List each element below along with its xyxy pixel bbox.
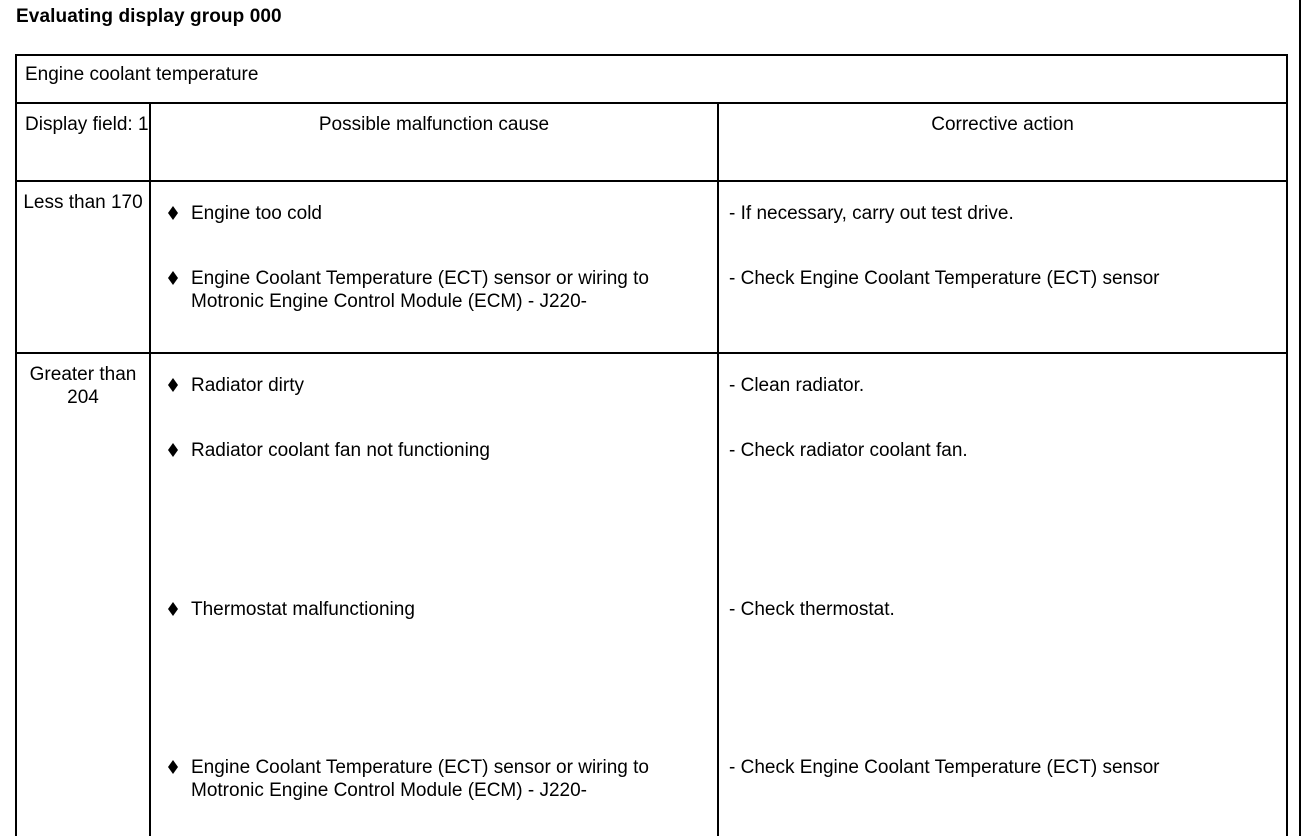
action-item: - If necessary, carry out test drive. [729, 203, 1014, 224]
action-item: - Check Engine Coolant Temperature (ECT) sensor [729, 757, 1160, 778]
page-heading: Evaluating display group 000 [16, 6, 282, 27]
page-edge-rule [1299, 0, 1301, 836]
cause-text: Engine too cold [191, 203, 322, 224]
cause-item [151, 267, 717, 313]
diamond-bullet-icon [168, 378, 178, 392]
table-header-row [16, 103, 1287, 181]
diamond-bullet-icon [168, 760, 178, 774]
action-item: - Check radiator coolant fan. [729, 440, 968, 461]
action-item: - Check thermostat. [729, 599, 895, 620]
diamond-bullet-icon [168, 602, 178, 616]
cause-item [151, 598, 717, 621]
table-row [16, 353, 1287, 836]
table-title: Engine coolant temperature [16, 55, 1287, 103]
diamond-bullet-icon [168, 443, 178, 457]
action-list [719, 202, 1286, 290]
cause-item [151, 374, 717, 397]
table-row [16, 181, 1287, 353]
display-value: Greater than 204 [16, 353, 150, 836]
diamond-bullet-icon [168, 271, 178, 285]
header-malfunction-cause: Possible malfunction cause [150, 103, 718, 181]
diamond-bullet-icon [168, 206, 178, 220]
table-title-row [16, 55, 1287, 103]
display-value: Less than 170 [16, 181, 150, 353]
diagnostic-table [15, 54, 1288, 836]
action-list [719, 374, 1286, 779]
cause-text: Radiator dirty [191, 375, 304, 396]
action-cell [718, 353, 1287, 836]
cause-text: Thermostat malfunctioning [191, 599, 415, 620]
cause-text: Engine Coolant Temperature (ECT) sensor or wiring to Motronic Engine Control Module (ECM) - J220- [191, 268, 649, 312]
action-item: - Clean radiator. [729, 375, 865, 396]
cause-list [151, 374, 717, 802]
header-display-field: Display field: 1 [16, 103, 150, 181]
cause-item [151, 202, 717, 225]
cause-cell [150, 181, 718, 353]
action-item: - Check Engine Coolant Temperature (ECT) sensor [729, 268, 1160, 289]
cause-list [151, 202, 717, 313]
cause-cell [150, 353, 718, 836]
cause-item [151, 439, 717, 462]
action-cell [718, 181, 1287, 353]
header-corrective-action: Corrective action [718, 103, 1287, 181]
cause-item [151, 756, 717, 802]
cause-text: Radiator coolant fan not functioning [191, 440, 490, 461]
cause-text: Engine Coolant Temperature (ECT) sensor or wiring to Motronic Engine Control Module (ECM) - J220- [191, 757, 649, 801]
